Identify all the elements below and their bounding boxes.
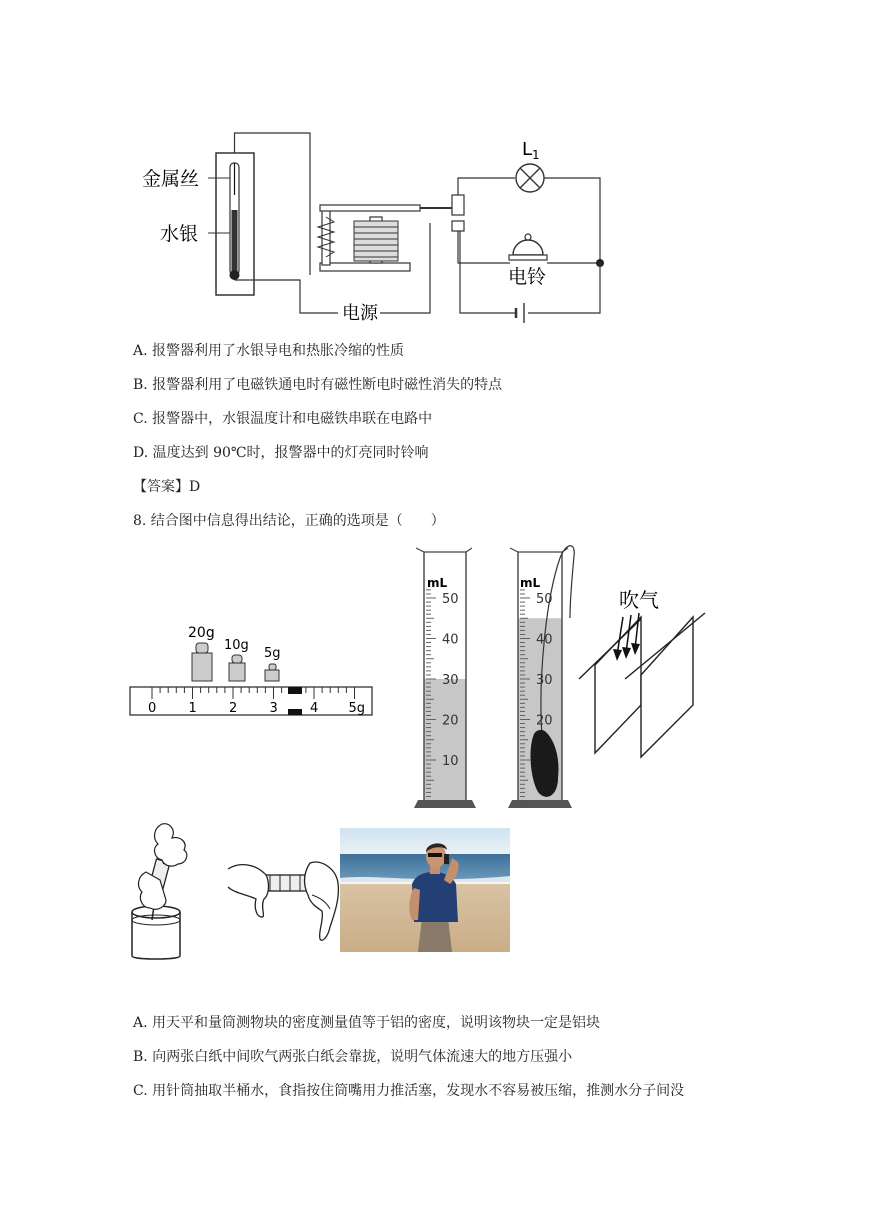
wire-lamp-branch bbox=[458, 178, 515, 195]
cylinder-tick-label: 50 bbox=[442, 592, 459, 607]
scale-tick-label: 5g bbox=[348, 701, 366, 716]
q7-answer: 【答案】D bbox=[133, 479, 201, 495]
right-hand bbox=[305, 862, 339, 940]
weight-10g bbox=[229, 655, 245, 681]
q7-option-c: C. 报警器中，水银温度计和电磁铁串联在电路中 bbox=[133, 411, 433, 427]
rider-bottom bbox=[288, 709, 302, 715]
blow-label: 吹气 bbox=[619, 588, 659, 612]
scale-tick-label: 4 bbox=[310, 701, 319, 716]
weight-20g bbox=[192, 643, 212, 681]
cylinder-tick-label: 30 bbox=[442, 673, 459, 688]
upper-contact bbox=[452, 195, 464, 215]
armature bbox=[320, 205, 420, 211]
wire-bell-branch bbox=[458, 231, 510, 263]
left-hand bbox=[228, 865, 269, 917]
cylinder-tick-label: 40 bbox=[442, 632, 459, 648]
beach-phone-photo bbox=[340, 828, 510, 952]
weight-20g-label: 20g bbox=[188, 625, 215, 641]
scale-tick-label: 0 bbox=[148, 701, 157, 716]
metal-wire-label: 金属丝 bbox=[142, 168, 200, 190]
scale-tick-label: 1 bbox=[188, 701, 197, 716]
scale-tick-label: 2 bbox=[229, 701, 238, 716]
electromagnet-coil bbox=[354, 221, 398, 261]
weight-5g-label: 5g bbox=[264, 646, 281, 661]
cylinder-1-base bbox=[414, 800, 476, 808]
cylinder-2 bbox=[508, 546, 574, 808]
lower-contact bbox=[452, 221, 464, 231]
cylinder-tick-label: 20 bbox=[536, 713, 553, 729]
relay-post bbox=[322, 207, 330, 265]
mercury-label: 水银 bbox=[160, 223, 199, 245]
cylinder-tick-label: 40 bbox=[536, 632, 553, 648]
sky bbox=[340, 828, 510, 854]
balance-weights-figure bbox=[128, 615, 378, 725]
relay-base bbox=[320, 263, 410, 271]
scale-tick-label: 3 bbox=[269, 701, 278, 716]
paper-sheet-right bbox=[641, 617, 693, 757]
bell-label: 电铃 bbox=[508, 266, 547, 288]
cylinder-1 bbox=[414, 548, 476, 808]
wire-lamp-right bbox=[544, 178, 600, 263]
beaker bbox=[132, 912, 180, 959]
electric-bell bbox=[513, 240, 543, 255]
cylinder-2-base bbox=[508, 800, 572, 808]
thermometer-bulb bbox=[230, 270, 240, 280]
weight-10g-label: 10g bbox=[224, 638, 249, 653]
cylinder-tick-label: 50 bbox=[536, 592, 553, 607]
wire-bottom bbox=[235, 280, 339, 313]
graduated-cylinders-figure bbox=[410, 538, 590, 810]
cylinder-tick-label: 30 bbox=[536, 673, 553, 688]
q7-option-d: D. 温度达到 90℃时，报警器中的灯亮同时铃响 bbox=[133, 445, 429, 461]
lamp-label: $L_1$ bbox=[522, 139, 540, 162]
q8-stem: 8. 结合图中信息得出结论，正确的选项是（ ） bbox=[133, 513, 445, 529]
power-source-label: 电源 bbox=[342, 303, 378, 324]
paper-blowing-figure bbox=[575, 585, 710, 765]
q8-option-b: B. 向两张白纸中间吹气两张白纸会靠拢，说明气体流速大的地方压强小 bbox=[133, 1049, 573, 1065]
paper-sheet-left bbox=[595, 617, 641, 753]
q8-option-a: A. 用天平和量筒测物块的密度测量值等于铝的密度，说明该物块一定是铝块 bbox=[133, 1015, 601, 1031]
rider-top bbox=[288, 687, 302, 694]
cylinder-tick-label: 10 bbox=[442, 754, 459, 769]
cylinder-1-unit: mL bbox=[427, 576, 448, 590]
mercury-column bbox=[232, 210, 238, 275]
syringe-press-figure bbox=[226, 855, 341, 947]
scale-bar bbox=[130, 687, 372, 715]
cylinder-2-unit: mL bbox=[520, 576, 541, 590]
weight-5g bbox=[265, 664, 279, 681]
wire-top bbox=[235, 133, 311, 275]
q7-option-b: B. 报警器利用了电磁铁通电时有磁性断电时磁性消失的特点 bbox=[133, 377, 503, 393]
q7-option-a: A. 报警器利用了水银导电和热胀冷缩的性质 bbox=[133, 343, 405, 359]
syringe-beaker-figure bbox=[128, 820, 200, 962]
cylinder-tick-label: 20 bbox=[442, 713, 459, 729]
q8-option-c: C. 用针筒抽取半桶水，食指按住筒嘴用力推活塞，发现水不容易被压缩，推测水分子间没 bbox=[133, 1083, 685, 1099]
alarm-circuit-diagram bbox=[130, 125, 620, 330]
